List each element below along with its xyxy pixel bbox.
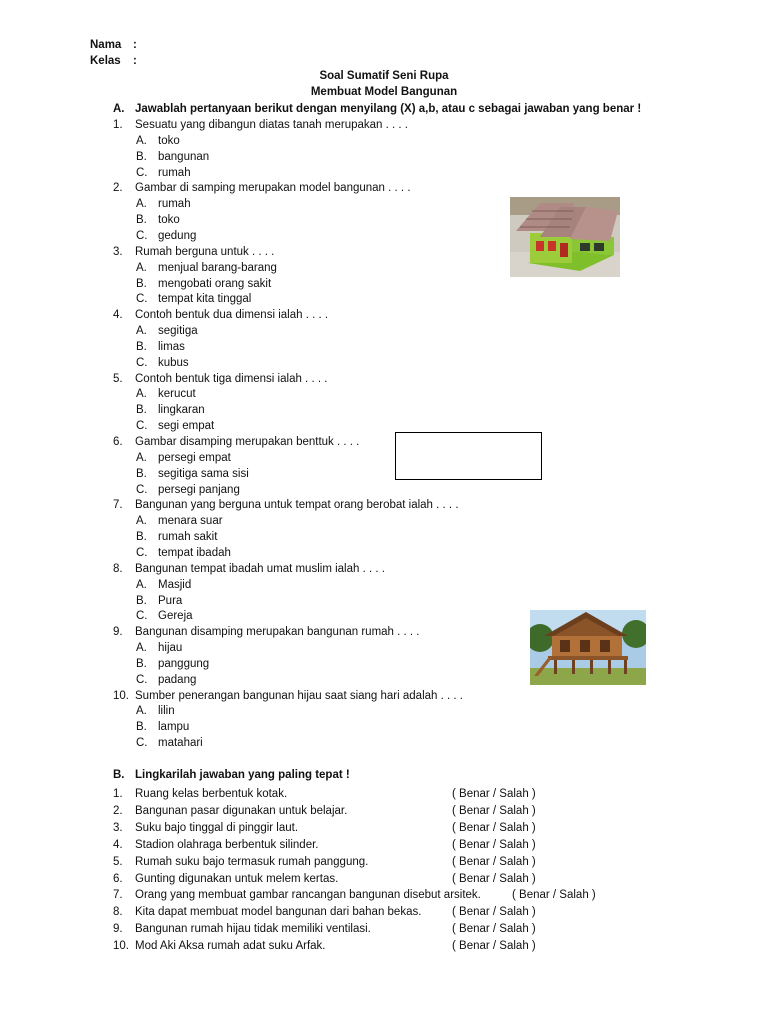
- benar-salah-choice: ( Benar / Salah ): [452, 873, 536, 885]
- option-text: Gereja: [158, 610, 193, 622]
- question-text: Bangunan tempat ibadah umat muslim ialah . . . .: [135, 563, 385, 575]
- option-letter: B.: [136, 721, 147, 733]
- statement-text: Bangunan rumah hijau tidak memiliki ventilasi.: [135, 923, 371, 935]
- option-text: lampu: [158, 721, 190, 733]
- option-text: toko: [158, 214, 180, 226]
- option-letter: A.: [136, 515, 147, 527]
- option-letter: C.: [136, 547, 148, 559]
- option-letter: B.: [136, 151, 147, 163]
- option-letter: C.: [136, 420, 148, 432]
- option-letter: C.: [136, 167, 148, 179]
- question-text: Sumber penerangan bangunan hijau saat siang hari adalah . . . .: [135, 690, 463, 702]
- option-letter: C.: [136, 357, 148, 369]
- option-letter: A.: [136, 198, 147, 210]
- question-number: 6.: [113, 436, 123, 448]
- statement-number: 5.: [113, 856, 123, 868]
- option-letter: B.: [136, 341, 147, 353]
- question-text: Gambar di samping merupakan model bangunan . . . .: [135, 182, 411, 194]
- benar-salah-choice: ( Benar / Salah ): [452, 923, 536, 935]
- option-letter: B.: [136, 404, 147, 416]
- benar-salah-choice: ( Benar / Salah ): [512, 889, 596, 901]
- option-text: mengobati orang sakit: [158, 278, 272, 290]
- option-text: panggung: [158, 658, 210, 670]
- statement-number: 9.: [113, 923, 123, 935]
- option-letter: A.: [136, 135, 147, 147]
- option-letter: B.: [136, 214, 147, 226]
- option-letter: B.: [136, 595, 147, 607]
- question-text: Gambar disamping merupakan benttuk . . . .: [135, 436, 360, 448]
- question-text: Contoh bentuk dua dimensi ialah . . . .: [135, 309, 329, 321]
- section-b-marker: B.: [113, 769, 125, 781]
- benar-salah-choice: ( Benar / Salah ): [452, 906, 536, 918]
- option-text: matahari: [158, 737, 203, 749]
- option-letter: C.: [136, 674, 148, 686]
- page-subtitle: Membuat Model Bangunan: [310, 86, 458, 98]
- option-text: segitiga: [158, 325, 198, 337]
- section-b-instruction: Lingkarilah jawaban yang paling tepat !: [135, 769, 350, 781]
- question-number: 7.: [113, 499, 123, 511]
- option-text: tempat kita tinggal: [158, 293, 252, 305]
- benar-salah-choice: ( Benar / Salah ): [452, 839, 536, 851]
- statement-number: 7.: [113, 889, 123, 901]
- question-text: Rumah berguna untuk . . . .: [135, 246, 275, 258]
- option-text: persegi empat: [158, 452, 231, 464]
- benar-salah-choice: ( Benar / Salah ): [452, 788, 536, 800]
- option-text: toko: [158, 135, 180, 147]
- option-text: limas: [158, 341, 185, 353]
- question-text: Bangunan yang berguna untuk tempat orang berobat ialah . . . .: [135, 499, 459, 511]
- option-letter: B.: [136, 278, 147, 290]
- benar-salah-choice: ( Benar / Salah ): [452, 940, 536, 952]
- question-text: Sesuatu yang dibangun diatas tanah merupakan . . . .: [135, 119, 408, 131]
- option-letter: A.: [136, 388, 147, 400]
- statement-number: 4.: [113, 839, 123, 851]
- option-letter: A.: [136, 325, 147, 337]
- statement-text: Kita dapat membuat model bangunan dari bahan bekas.: [135, 906, 422, 918]
- kelas-colon: :: [133, 55, 137, 67]
- option-letter: A.: [136, 262, 147, 274]
- option-text: Pura: [158, 595, 183, 607]
- question-number: 1.: [113, 119, 123, 131]
- option-text: rumah sakit: [158, 531, 218, 543]
- option-text: Masjid: [158, 579, 192, 591]
- question-number: 9.: [113, 626, 123, 638]
- page-title: Soal Sumatif Seni Rupa: [319, 70, 449, 82]
- statement-number: 6.: [113, 873, 123, 885]
- statement-text: Stadion olahraga berbentuk silinder.: [135, 839, 319, 851]
- statement-number: 2.: [113, 805, 123, 817]
- statement-number: 3.: [113, 822, 123, 834]
- statement-number: 10.: [113, 940, 129, 952]
- section-a-instruction: Jawablah pertanyaan berikut dengan menyilang (X) a,b, atau c sebagai jawaban yang benar !: [135, 103, 642, 115]
- option-text: menjual barang-barang: [158, 262, 277, 274]
- kelas-label: Kelas: [90, 55, 121, 67]
- option-letter: C.: [136, 610, 148, 622]
- rectangle-shape: [395, 432, 542, 480]
- benar-salah-choice: ( Benar / Salah ): [452, 822, 536, 834]
- option-text: segi empat: [158, 420, 215, 432]
- option-text: kerucut: [158, 388, 196, 400]
- question-number: 5.: [113, 373, 123, 385]
- option-letter: C.: [136, 737, 148, 749]
- option-letter: C.: [136, 230, 148, 242]
- option-text: padang: [158, 674, 197, 686]
- option-letter: B.: [136, 531, 147, 543]
- option-text: gedung: [158, 230, 197, 242]
- option-text: persegi panjang: [158, 484, 240, 496]
- section-a-marker: A.: [113, 103, 125, 115]
- benar-salah-choice: ( Benar / Salah ): [452, 856, 536, 868]
- question-number: 2.: [113, 182, 123, 194]
- question-number: 10.: [113, 690, 129, 702]
- question-number: 8.: [113, 563, 123, 575]
- question-text: Bangunan disamping merupakan bangunan rumah . . . .: [135, 626, 420, 638]
- nama-label: Nama: [90, 39, 122, 51]
- statement-text: Gunting digunakan untuk melem kertas.: [135, 873, 339, 885]
- option-letter: A.: [136, 642, 147, 654]
- question-text: Contoh bentuk tiga dimensi ialah . . . .: [135, 373, 328, 385]
- option-text: menara suar: [158, 515, 223, 527]
- option-letter: C.: [136, 484, 148, 496]
- model-house-image: [510, 197, 620, 277]
- option-text: segitiga sama sisi: [158, 468, 249, 480]
- option-letter: B.: [136, 468, 147, 480]
- nama-colon: :: [133, 39, 137, 51]
- option-letter: A.: [136, 705, 147, 717]
- option-text: tempat ibadah: [158, 547, 231, 559]
- statement-text: Mod Aki Aksa rumah adat suku Arfak.: [135, 940, 326, 952]
- option-text: bangunan: [158, 151, 210, 163]
- option-letter: A.: [136, 579, 147, 591]
- option-letter: C.: [136, 293, 148, 305]
- benar-salah-choice: ( Benar / Salah ): [452, 805, 536, 817]
- option-text: rumah: [158, 198, 191, 210]
- statement-text: Rumah suku bajo termasuk rumah panggung.: [135, 856, 369, 868]
- statement-text: Suku bajo tinggal di pinggir laut.: [135, 822, 299, 834]
- option-text: rumah: [158, 167, 191, 179]
- option-text: hijau: [158, 642, 183, 654]
- option-letter: A.: [136, 452, 147, 464]
- question-number: 4.: [113, 309, 123, 321]
- stilt-house-image: [530, 610, 646, 685]
- statement-text: Bangunan pasar digunakan untuk belajar.: [135, 805, 348, 817]
- statement-number: 8.: [113, 906, 123, 918]
- statement-text: Ruang kelas berbentuk kotak.: [135, 788, 288, 800]
- question-number: 3.: [113, 246, 123, 258]
- option-text: kubus: [158, 357, 189, 369]
- option-text: lilin: [158, 705, 175, 717]
- statement-text: Orang yang membuat gambar rancangan bangunan disebut arsitek.: [135, 889, 481, 901]
- option-text: lingkaran: [158, 404, 205, 416]
- option-letter: B.: [136, 658, 147, 670]
- statement-number: 1.: [113, 788, 123, 800]
